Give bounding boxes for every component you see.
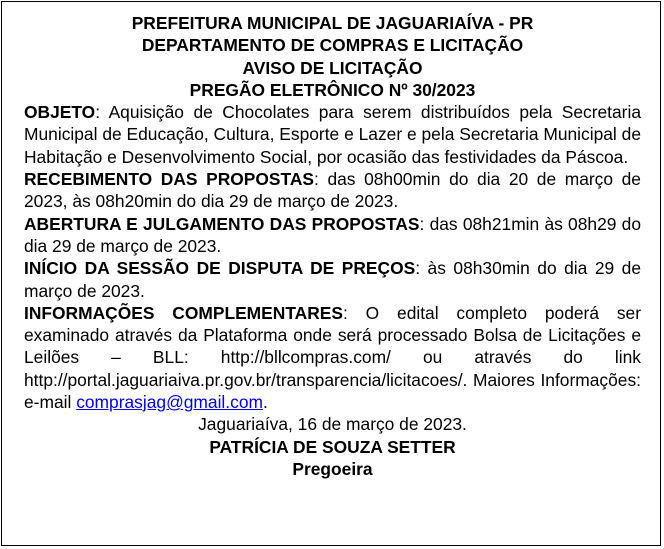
inicio-label: INÍCIO DA SESSÃO DE DISPUTA DE PREÇOS — [24, 258, 416, 279]
inicio-text: : às 08h30min do dia 29 de março de 2023. — [24, 258, 641, 301]
informacoes-label: INFORMAÇÕES COMPLEMENTARES — [24, 302, 343, 323]
notice-header — [24, 12, 641, 101]
informacoes-text: : O edital completo poderá ser examinado através da Plataforma onde será processado Bolsa de Licitações e Leilões – BLL: http://bllcompras.com/ ou através do link http://portal.jaguariaiva.pr.gov.br/transparencia/licitacoes/. Maiores Informações: e-mail — [24, 302, 641, 413]
objeto-label: OBJETO — [24, 102, 96, 123]
inicio-paragraph — [24, 257, 641, 302]
abertura-label: ABERTURA E JULGAMENTO DAS PROPOSTAS — [24, 213, 420, 234]
informacoes-paragraph — [24, 302, 641, 413]
objeto-text: : Aquisição de Chocolates para serem distribuídos pela Secretaria Municipal de Educação, Cultura, Esporte e Lazer e pela Secretaria Municipal de Habitação e Desenvolvimento Social, por ocasião das festividades da Páscoa. — [24, 102, 641, 167]
recebimento-paragraph — [24, 168, 641, 213]
contact-email-link[interactable]: comprasjag@gmail.com — [76, 392, 263, 413]
recebimento-text: : das 08h00min do dia 20 de março de 2023, às 08h20min do dia 29 de março de 2023. — [24, 169, 641, 212]
signatory-role: Pregoeira — [292, 458, 373, 479]
header-department: DEPARTAMENTO DE COMPRAS E LICITAÇÃO — [141, 35, 524, 56]
abertura-text: : das 08h21min às 08h29 do dia 29 de março de 2023. — [24, 213, 641, 256]
objeto-paragraph — [24, 101, 641, 168]
notice-content — [24, 12, 641, 480]
header-notice-type: AVISO DE LICITAÇÃO — [242, 57, 423, 78]
licitacao-notice — [1, 1, 661, 546]
recebimento-label: RECEBIMENTO DAS PROPOSTAS — [24, 169, 315, 190]
place-date: Jaguariaíva, 16 de março de 2023. — [198, 414, 467, 435]
informacoes-end: . — [262, 392, 268, 413]
header-municipality: PREFEITURA MUNICIPAL DE JAGUARIAÍVA - PR — [131, 13, 534, 33]
signatory-name: PATRÍCIA DE SOUZA SETTER — [209, 436, 456, 457]
abertura-paragraph — [24, 213, 641, 258]
header-pregao-number: PREGÃO ELETRÔNICO Nº 30/2023 — [189, 79, 476, 100]
